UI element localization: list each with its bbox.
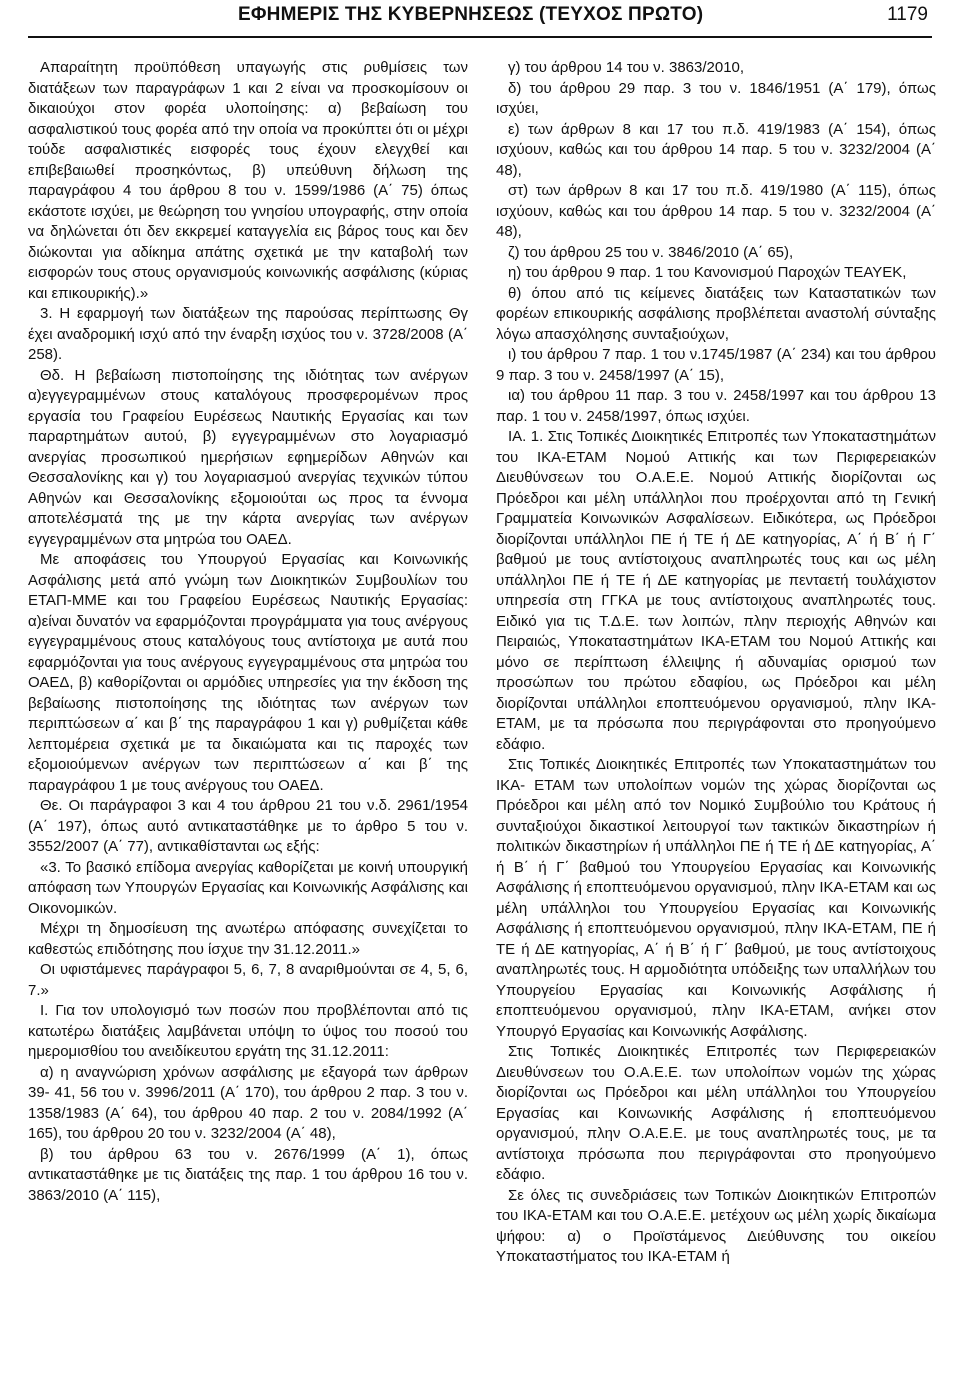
paragraph: Θε. Οι παράγραφοι 3 και 4 του άρθρου 21 του ν.δ. 2961/1954 (Α΄ 197), όπως αυτό αντικαταστάθηκε με το άρθρο 5 του ν. 3552/2007 (Α΄ 77), αντικαθίστανται ως εξής:	[28, 797, 468, 855]
paragraph: Με αποφάσεις του Υπουργού Εργασίας και Κοινωνικής Ασφάλισης μετά από γνώμη των Διοικητικών Συμβουλίων του ΕΤΑΠ-ΜΜΕ και του Γραφείου Ευρέσεως Ναυτικής Εργασίας: α)είναι δυνατόν να εφαρμόζονται προγράμματα για τους ανέργους εγγεγραμμένους στους καταλόγους τους αντίστοιχα με αυτά που εφαρμόζονται για τους ανέργους εγγεγραμμένους στα μητρώα του ΟΑΕΔ, β) καθορίζονται οι αρμόδιες υπηρεσίες για την έκδοση της βεβαίωσης πιστοποίησης της ιδιότητας των ανέργων των περιπτώσεων α΄ και β΄ της παραγράφου 1 και γ) ρυθμίζεται κάθε λεπτομέρεια σχετικά με τα δικαιώματα και τις παροχές των εξομοιούμενων ανέργων των περιπτώσεων α΄ και β΄ της παραγράφου 1 με τους ανέργους του ΟΑΕΔ.	[28, 551, 468, 794]
paragraph: Στις Τοπικές Διοικητικές Επιτροπές των Υποκαταστημάτων του ΙΚΑ- ΕΤΑΜ των υπολοίπων νομών της χώρας διορίζονται ως Πρόεδροι και μέλη από τον Νομικό Συμβούλιο του Κράτους ή συνταξιούχοι δικαστικοί λειτουργοί των τακτικών δικαστηρίων ή πολιτικών δικαστηρίων ή υπάλληλοι ΠΕ ή ΤΕ ή ΔΕ κατηγορίας, Α΄ ή Β΄ ή Γ΄ βαθμού του Υπουργείου Εργασίας και Κοινωνικής Ασφάλισης ή εποπτευόμενου οργανισμού, πλην ΙΚΑ-ΕΤΑΜ και ως μέλη υπάλληλοι του Υπουργείου Εργασίας και Κοινωνικής Ασφάλισης ή εποπτευόμενου οργανισμού, πλην ΙΚΑ-ΕΤΑΜ, ΠΕ ή ΤΕ ή ΔΕ κατηγορίας, Α΄ ή Β΄ ή Γ΄ βαθμού, με τους αντίστοιχους αναπληρωτές τους. Η αρμοδιότητα υπόδειξης των υπαλλήλων του Υπουργείου Εργασίας και Κοινωνικής Ασφάλισης ή εποπτευόμενου οργανισμού, πλην ΙΚΑ-ΕΤΑΜ, ανήκει στον Υπουργό Εργασίας και Κοινωνικής Ασφάλισης.	[496, 756, 936, 1040]
paragraph: 3. Η εφαρμογή των διατάξεων της παρούσας περίπτωσης Θγ έχει αναδρομική ισχύ από την έναρξη ισχύος του ν. 3728/2008 (Α΄ 258).	[28, 305, 468, 363]
paragraph: β) του άρθρου 63 του ν. 2676/1999 (Α΄ 1), όπως αντικαταστάθηκε με τις διατάξεις της παρ. 1 του άρθρου 16 του ν. 3863/2010 (Α΄ 115),	[28, 1145, 468, 1204]
paragraph: ζ) του άρθρου 25 του ν. 3846/2010 (Α΄ 65),	[508, 243, 794, 261]
paragraph: Οι υφιστάμενες παράγραφοι 5, 6, 7, 8 αναριθμούνται σε 4, 5, 6, 7.»	[28, 961, 468, 999]
paragraph: ι) του άρθρου 7 παρ. 1 του ν.1745/1987 (Α΄ 234) και του άρθρου 9 παρ. 3 του ν. 2458/1997 (Α΄ 15),	[496, 346, 936, 384]
paragraph: Σε όλες τις συνεδριάσεις των Τοπικών Διοικητικών Επιτροπών του ΙΚΑ-ΕΤΑΜ και του Ο.Α.Ε.Ε. μετέχουν ως μέλη χωρίς δικαίωμα ψήφου: α) ο Προϊστάμενος Διεύθυνσης του οικείου Υποκαταστήματος του ΙΚΑ-ΕΤΑΜ ή	[496, 1186, 936, 1265]
left-column	[28, 58, 468, 1206]
paragraph: Απαραίτητη προϋπόθεση υπαγωγής στις ρυθμίσεις των διατάξεων των παραγράφων 1 και 2 είναι να προσκομίσουν οι δικαιούχοι στον φορέα υλοποίησης: α) βεβαίωση του ασφαλιστικού τους φορέα από την οποία να προκύπτει ότι οι μέχρι τούδε ασφαλιστικές εισφορές τους έχουν ελεγχθεί και επιβεβαιωθεί προσηκόντως, β) υπεύθυνη δήλωση της παραγράφου 4 του άρθρου 8 του ν. 1599/1986 (Α΄ 75) όπως εκάστοτε ισχύει, με θεώρηση του γνησίου υπογραφής, στην οποία να δηλώνεται ότι δεν εκκρεμεί καταγγελία εις βάρος τους και δεν διώκονται για αδίκημα απάτης σχετικά με την καταβολή των εισφορών τους στους οργανισμούς κοινωνικής ασφάλισης (κύριας και επικουρικής).»	[28, 59, 468, 302]
paragraph: Ι. Για τον υπολογισμό των ποσών που προβλέπονται από τις κατωτέρω διατάξεις λαμβάνεται υπόψη το ύψος του ποσού του ημερομισθίου του ανειδίκευτου εργάτη της 31.12.2011:	[28, 1002, 468, 1060]
paragraph: ια) του άρθρου 11 παρ. 3 του ν. 2458/1997 και του άρθρου 13 παρ. 1 του ν. 2458/1997, όπως ισχύει.	[496, 387, 936, 425]
page-header	[28, 0, 932, 38]
paragraph: Θδ. Η βεβαίωση πιστοποίησης της ιδιότητας των ανέργων α)εγγεγραμμένων στους καταλόγους προσφερομένων προς εργασία του Γραφείου Ευρέσεως Ναυτικής Εργασίας και των παραρτημάτων αυτού, β) εγγεγραμμένων στο λογαριασμό ανεργίας προσωπικού ημερήσιων εφημερίδων Αθηνών και Θεσσαλονίκης και γ) του λογαριασμού ανεργίας τεχνικών τύπου Αθηνών και Θεσσαλονίκης εξομοιούται ως προς τα έννομα αποτελέσματά της με την κάρτα ανεργίας των ανέργων εγγεγραμμένων στα μητρώα του ΟΑΕΔ.	[28, 366, 468, 548]
paragraph: Στις Τοπικές Διοικητικές Επιτροπές των Περιφερειακών Διευθύνσεων του Ο.Α.Ε.Ε. των υπολοίπων νομών της χώρας διορίζονται ως Πρόεδροι και μέλη υπάλληλοι του Υπουργείου Εργασίας και Κοινωνικής Ασφάλισης ή εποπτευόμενου οργανισμού, πλην Ο.Α.Ε.Ε. με τους αναπληρωτές τους, με τα αντίστοιχα πρόσωπα που περιγράφονται στο προηγούμενο εδάφιο.	[496, 1043, 936, 1183]
paragraph: η) του άρθρου 9 παρ. 1 του Κανονισμού Παροχών ΤΕΑΥΕΚ,	[508, 264, 907, 281]
paragraph: «3. Το βασικό επίδομα ανεργίας καθορίζεται με κοινή υπουργική απόφαση των Υπουργών Εργασίας και Κοινωνικής Ασφάλισης και Οικονομικών.	[28, 858, 468, 917]
paragraph: ΙΑ. 1. Στις Τοπικές Διοικητικές Επιτροπές των Υποκαταστημάτων του ΙΚΑ-ΕΤΑΜ Νομού Αττικής και των Περιφερειακών Διευθύνσεων του Ο.Α.Ε.Ε. Νομού Αττικής διορίζονται ως Πρόεδροι και μέλη υπάλληλοι που προέρχονται από τη Γενική Γραμματεία Κοινωνικών Ασφαλίσεων. Ειδικότερα, ως Πρόεδροι διορίζονται υπάλληλοι ΠΕ ή ΤΕ ή ΔΕ κατηγορίας, Α΄ ή Β΄ ή Γ΄ βαθμού με τους αντίστοιχους αναπληρωτές τους και ως μέλη υπάλληλοι ΠΕ ή ΤΕ ή ΔΕ κατηγορίας με πενταετή τουλάχιστον υπηρεσία στη ΓΓΚΑ με τους αντίστοιχους αναπληρωτές τους. Ειδικό για τις Τ.Δ.Ε. των λοιπών, πλην περιοχής Αθηνών και Πειραιώς, Υποκαταστημάτων ΙΚΑ-ΕΤΑΜ του Νομού Αττικής και μόνο σε περίπτωση έλλειψης ή αδυναμίας ορισμού των προσώπων του πρώτου εδαφίου, ως Πρόεδροι και μέλη διορίζονται υπάλληλοι εποπτευόμενου οργανισμού, πλην ΙΚΑ-ΕΤΑΜ, με τα πρόσωπα που περιγράφονται στο προηγούμενο εδάφιο.	[496, 428, 936, 753]
paragraph: στ) των άρθρων 8 και 17 του π.δ. 419/1980 (Α΄ 115), όπως ισχύουν, καθώς και του άρθρου 14 παρ. 5 του ν. 3232/2004 (Α΄ 48),	[496, 182, 936, 240]
paragraph: θ) όπου από τις κείμενες διατάξεις των Καταστατικών των φορέων επικουρικής ασφάλισης προβλέπεται αναστολή σύνταξης λόγω απασχόλησης συνταξιούχων,	[496, 284, 936, 343]
journal-title: ΕΦΗΜΕΡΙΣ ΤΗΣ ΚΥΒΕΡΝΗΣΕΩΣ (ΤΕΥΧΟΣ ΠΡΩΤΟ)	[238, 4, 704, 25]
paragraph: Μέχρι τη δημοσίευση της ανωτέρω απόφασης συνεχίζεται το καθεστώς επιδότησης που ίσχυε την 31.12.2011.»	[28, 920, 468, 958]
paragraph: ε) των άρθρων 8 και 17 του π.δ. 419/1983 (Α΄ 154), όπως ισχύουν, καθώς και του άρθρου 14 παρ. 5 του ν. 3232/2004 (Α΄ 48),	[496, 120, 936, 179]
paragraph: γ) του άρθρου 14 του ν. 3863/2010,	[508, 59, 745, 76]
paragraph: δ) του άρθρου 29 παρ. 3 του ν. 1846/1951 (Α΄ 179), όπως ισχύει,	[496, 79, 936, 117]
right-column	[496, 58, 936, 1268]
page-number: 1179	[887, 4, 928, 25]
paragraph: α) η αναγνώριση χρόνων ασφάλισης με εξαγορά των άρθρων 39- 41, 56 του ν. 3996/2011 (Α΄ 170), του άρθρου 2 παρ. 3 του ν. 1358/1983 (Α΄ 64), του άρθρου 40 παρ. 2 του ν. 2084/1992 (Α΄ 165), του άρθρου 20 του ν. 3232/2004 (Α΄ 48),	[28, 1063, 468, 1142]
